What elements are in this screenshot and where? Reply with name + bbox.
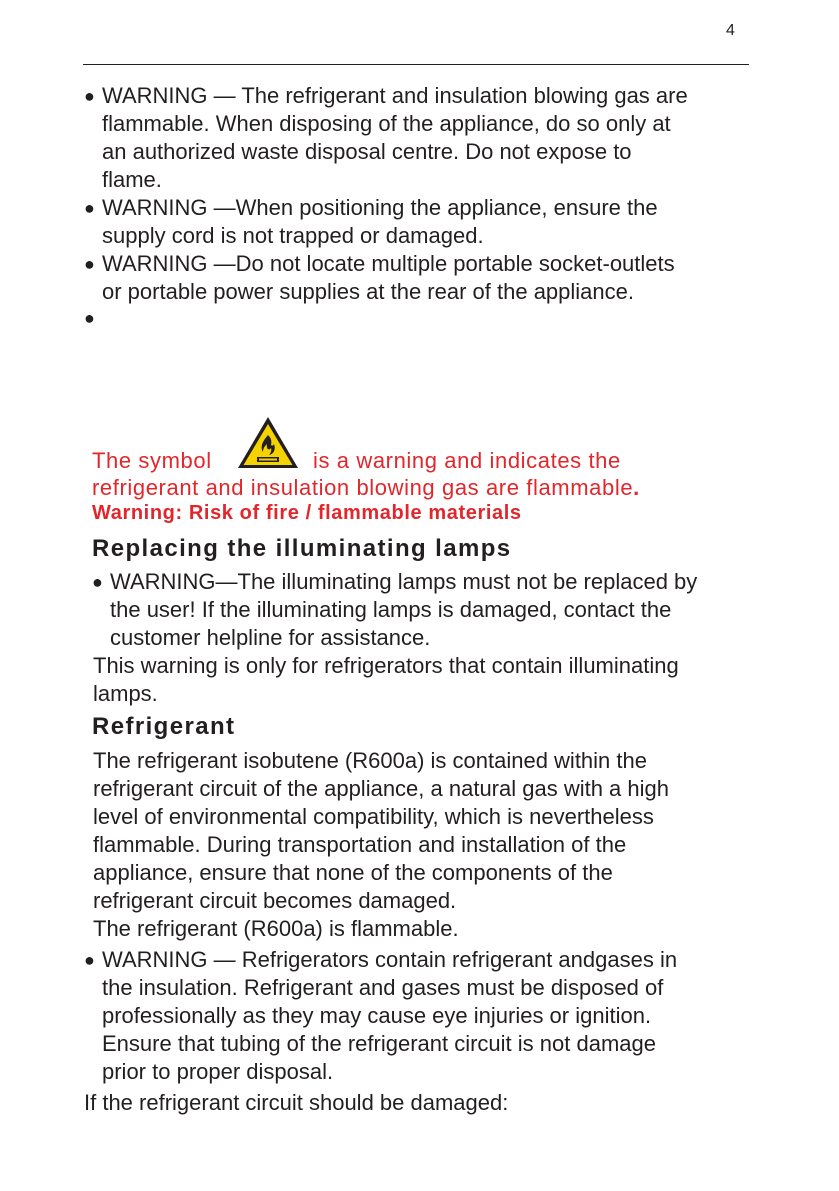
- warning-2-line-2: supply cord is not trapped or damaged.: [102, 223, 484, 248]
- fire-risk-warning: Warning: Risk of fire / flammable materials: [92, 502, 522, 524]
- bullet: ●: [84, 254, 95, 274]
- symbol-note-part-1: The symbol: [92, 448, 212, 473]
- refrigerant-para-line-3: level of environmental compatibility, which is nevertheless: [93, 804, 654, 829]
- lamps-warning-line-3: customer helpline for assistance.: [110, 625, 431, 650]
- refrigerant-para-line-6: refrigerant circuit becomes damaged.: [93, 888, 457, 913]
- refrigerant-para-line-2: refrigerant circuit of the appliance, a natural gas with a high: [93, 776, 669, 801]
- bullet: ●: [92, 572, 103, 592]
- lamps-note-line-1: This warning is only for refrigerators that contain illuminating: [93, 653, 679, 678]
- refrigerant-warning-line-1: WARNING — Refrigerators contain refrigerant andgases in: [102, 947, 678, 972]
- bullet: ●: [84, 198, 95, 218]
- warning-1-line-1: WARNING — The refrigerant and insulation blowing gas are: [102, 83, 688, 108]
- bullet: ●: [84, 950, 95, 970]
- header-rule: [83, 64, 749, 65]
- warning-1-line-3: an authorized waste disposal centre. Do not expose to: [102, 139, 632, 164]
- refrigerant-warning-line-4: Ensure that tubing of the refrigerant circuit is not damage: [102, 1031, 656, 1056]
- lamps-warning-line-1: WARNING—The illuminating lamps must not be replaced by: [110, 569, 698, 594]
- warning-2-line-1: WARNING —When positioning the appliance, ensure the: [102, 195, 658, 220]
- refrigerant-para-line-4: flammable. During transportation and installation of the: [93, 832, 627, 857]
- refrigerant-para-line-7: The refrigerant (R600a) is flammable.: [93, 916, 459, 941]
- warning-1-line-2: flammable. When disposing of the appliance, do so only at: [102, 111, 671, 136]
- lamps-warning-line-2: the user! If the illuminating lamps is damaged, contact the: [110, 597, 672, 622]
- refrigerant-para-line-1: The refrigerant isobutene (R600a) is contained within the: [93, 748, 647, 773]
- refrigerant-closing-line: If the refrigerant circuit should be damaged:: [84, 1090, 509, 1115]
- refrigerant-heading: Refrigerant: [92, 713, 236, 740]
- warning-3-line-1: WARNING —Do not locate multiple portable socket-outlets: [102, 251, 675, 276]
- lamps-note-line-2: lamps.: [93, 681, 158, 706]
- lamps-heading: Replacing the illuminating lamps: [92, 535, 512, 562]
- flammable-warning-triangle-icon: [236, 415, 300, 471]
- warning-3-line-2: or portable power supplies at the rear of the appliance.: [102, 279, 634, 304]
- refrigerant-para-line-5: appliance, ensure that none of the components of the: [93, 860, 613, 885]
- warning-1-line-4: flame.: [102, 167, 162, 192]
- symbol-note-line-2: refrigerant and insulation blowing gas are flammable.: [92, 475, 640, 500]
- empty-bullet: ●: [84, 308, 95, 328]
- refrigerant-warning-line-5: prior to proper disposal.: [102, 1059, 334, 1084]
- refrigerant-warning-line-2: the insulation. Refrigerant and gases must be disposed of: [102, 975, 664, 1000]
- bullet: ●: [84, 86, 95, 106]
- page-number: 4: [726, 22, 735, 39]
- symbol-note-part-2: is a warning and indicates the: [313, 448, 621, 473]
- refrigerant-warning-line-3: professionally as they may cause eye injuries or ignition.: [102, 1003, 652, 1028]
